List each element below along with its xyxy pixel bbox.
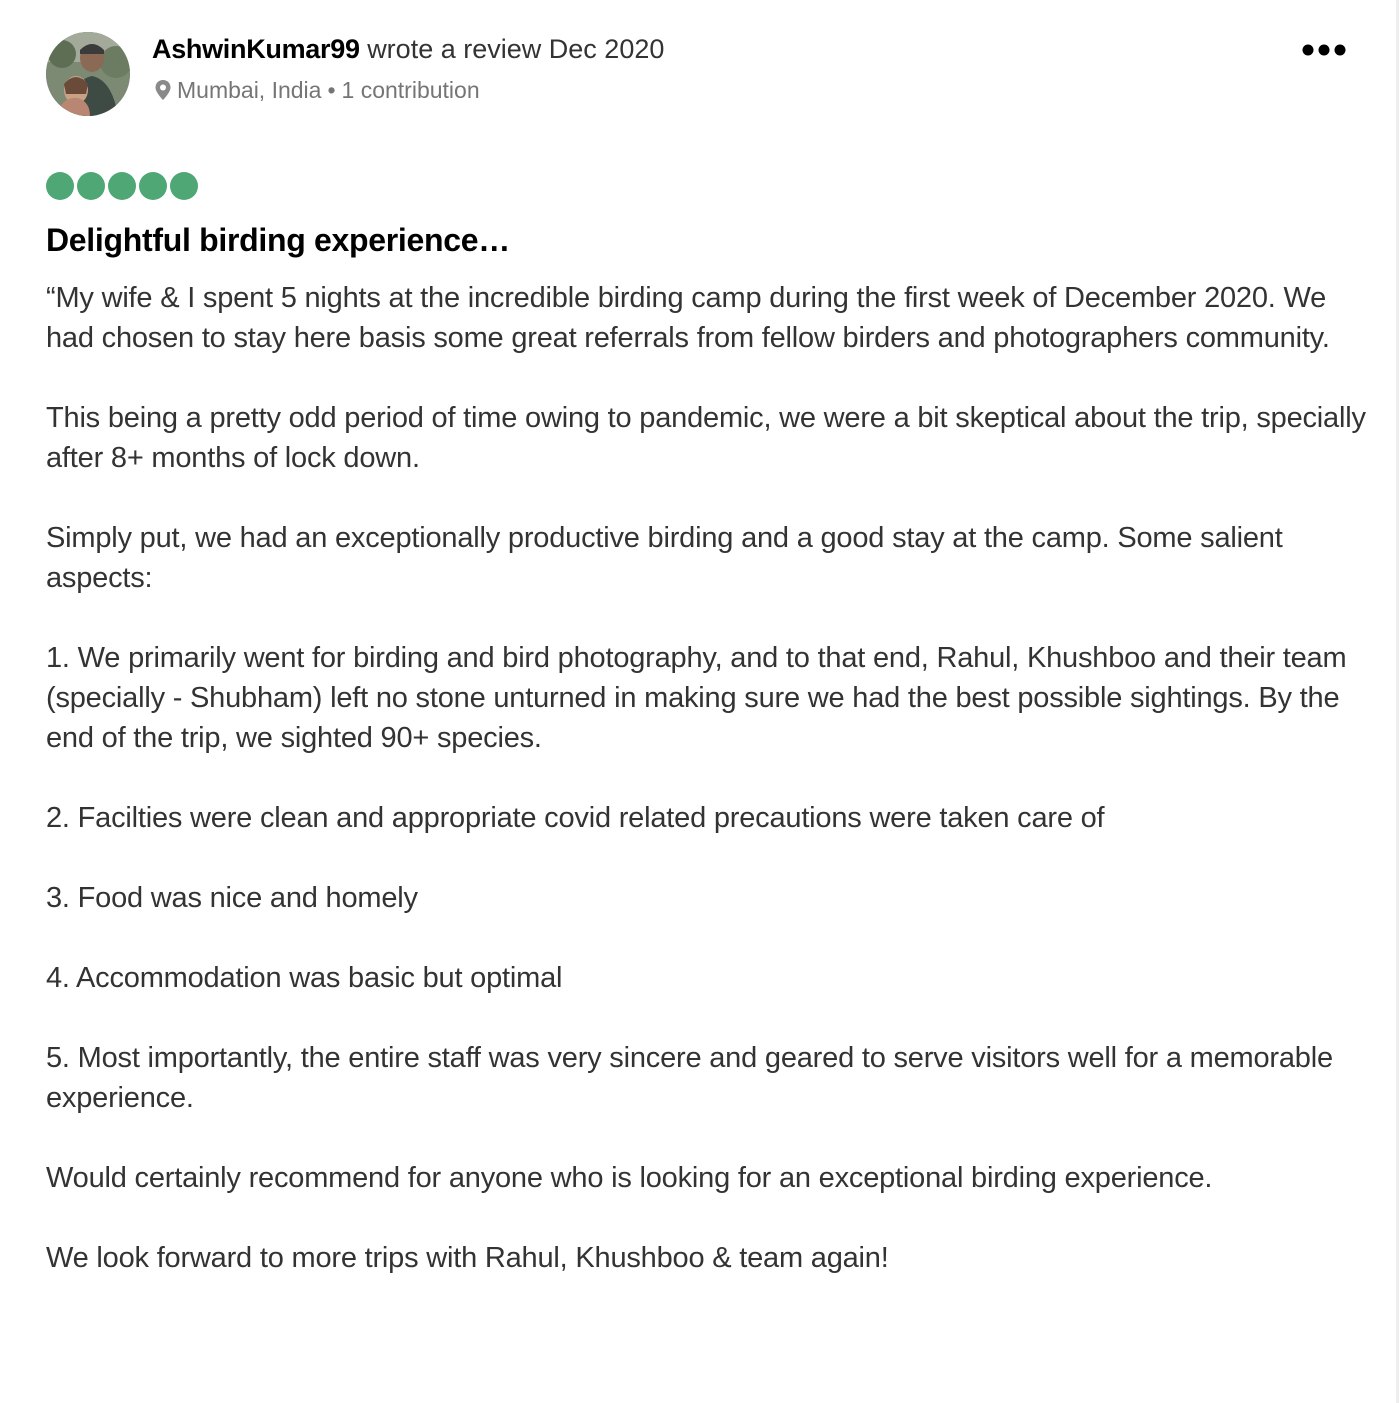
review-paragraph: “My wife & I spent 5 nights at the incredible birding camp during the first week of December 2020. We had chosen to stay here basis some great referrals from fellow birders and photographers community. [46, 282, 1330, 354]
review-paragraph: 3. Food was nice and homely [46, 882, 418, 914]
author-location: Mumbai, India [177, 77, 322, 103]
review-paragraph: We look forward to more trips with Rahul, Khushboo & team again! [46, 1242, 889, 1274]
review-action-text: wrote a review [367, 34, 542, 64]
rating-bubble-icon [46, 172, 74, 200]
review-paragraph: This being a pretty odd period of time owing to pandemic, we were a bit skeptical about the trip, specially after 8+ months of lock down. [46, 402, 1366, 474]
review-paragraph: 5. Most importantly, the entire staff was very sincere and geared to serve visitors well for a memorable experience. [46, 1042, 1333, 1114]
review-body [46, 278, 1366, 1318]
review-date: Dec 2020 [548, 34, 665, 64]
review-paragraph: 2. Facilties were clean and appropriate covid related precautions were taken care of [46, 802, 1105, 834]
review-paragraph: Simply put, we had an exceptionally productive birding and a good stay at the camp. Some salient aspects: [46, 522, 1283, 594]
rating-bubble-icon [77, 172, 105, 200]
username-link[interactable]: AshwinKumar99 [152, 34, 360, 64]
ellipsis-icon [1302, 44, 1346, 56]
review-paragraph: 1. We primarily went for birding and bird photography, and to that end, Rahul, Khushboo and their team (specially - Shubham) left no stone unturned in making sure we had the best possible sightings. By the end of the trip, we sighted 90+ species. [46, 642, 1347, 754]
rating-bubbles [46, 172, 198, 200]
review-paragraph: 4. Accommodation was basic but optimal [46, 962, 563, 994]
user-avatar-icon [46, 32, 130, 116]
avatar[interactable] [46, 32, 130, 116]
review-paragraph: Would certainly recommend for anyone who is looking for an exceptional birding experience. [46, 1162, 1213, 1194]
meta-separator: • [327, 77, 336, 103]
rating-bubble-icon [108, 172, 136, 200]
review-header [152, 30, 664, 68]
review-title[interactable]: Delightful birding experience… [46, 222, 510, 258]
more-options-button[interactable] [1296, 34, 1352, 66]
author-meta [154, 74, 480, 106]
rating-bubble-icon [170, 172, 198, 200]
author-contributions: 1 contribution [341, 77, 480, 103]
location-pin-icon [154, 79, 172, 101]
rating-bubble-icon [139, 172, 167, 200]
